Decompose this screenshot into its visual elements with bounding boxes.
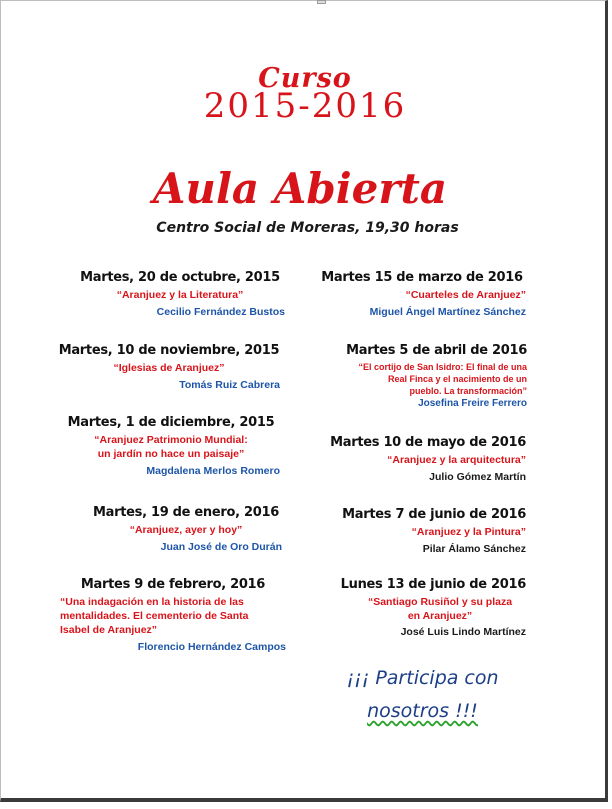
- topic-line: pueblo. La transformación”: [409, 386, 527, 396]
- session-topic: [75, 288, 285, 302]
- topic-line: “Cuarteles de Aranjuez”: [405, 289, 526, 301]
- program-title: Aula Abierta: [152, 164, 448, 213]
- session-entry-5: [60, 577, 286, 653]
- session-entry-8: [328, 435, 526, 483]
- session-topic: [336, 595, 526, 623]
- topic-line: “Una indagación en la historia de las: [60, 596, 244, 608]
- session-speaker: Juan José de Oro Durán: [160, 541, 282, 553]
- session-date: Martes, 1 de diciembre, 2015: [67, 415, 275, 430]
- topic-line: “Aranjuez y la Literatura”: [116, 289, 244, 301]
- session-speaker: Cecilio Fernández Bustos: [156, 306, 285, 318]
- session-topic: [328, 453, 526, 467]
- session-topic: [318, 288, 526, 302]
- session-topic: [90, 523, 282, 537]
- topic-line: “Aranjuez, ayer y hoy”: [129, 524, 243, 536]
- topic-line: “Iglesias de Aranjuez”: [113, 362, 225, 374]
- session-entry-9: [336, 507, 526, 555]
- session-topic: [336, 525, 526, 539]
- session-entry-10: [336, 577, 526, 638]
- session-speaker: José Luis Lindo Martínez: [400, 626, 526, 638]
- course-years: 2015-2016: [203, 86, 407, 126]
- session-date: Lunes 13 de junio de 2016: [340, 577, 526, 592]
- closing-message: [330, 662, 515, 728]
- closing-line-1: ¡¡¡ Participa con: [346, 667, 499, 689]
- course-label: Curso: [258, 63, 352, 94]
- session-topic: [322, 361, 527, 397]
- session-topic: [58, 361, 280, 375]
- session-entry-2: [58, 343, 280, 391]
- session-topic: [62, 433, 280, 461]
- session-entry-7: [322, 343, 527, 409]
- topic-line: “Aranjuez y la Pintura”: [411, 526, 526, 538]
- topic-line: “Aranjuez Patrimonio Mundial:: [94, 434, 248, 446]
- session-date: Martes 5 de abril de 2016: [346, 343, 527, 358]
- session-entry-6: [318, 270, 526, 318]
- session-date: Martes 10 de mayo de 2016: [330, 435, 526, 450]
- session-entry-4: [90, 505, 282, 553]
- session-entry-3: [62, 415, 280, 477]
- session-date: Martes 7 de junio de 2016: [342, 507, 526, 522]
- session-speaker: Florencio Hernández Campos: [137, 641, 286, 653]
- topic-line: “Aranjuez y la arquitectura”: [387, 454, 526, 466]
- session-speaker: Julio Gómez Martín: [429, 471, 526, 483]
- closing-line-2: nosotros !!!: [367, 700, 478, 722]
- session-topic: [60, 595, 286, 637]
- topic-line: “El cortijo de San Isidro: El final de una: [358, 362, 527, 372]
- session-date: Martes, 10 de noviembre, 2015: [58, 343, 280, 358]
- session-speaker: Magdalena Merlos Romero: [146, 465, 280, 477]
- session-entry-1: [75, 270, 285, 318]
- session-date: Martes, 20 de octubre, 2015: [80, 270, 280, 285]
- topic-line: en Aranjuez”: [407, 610, 473, 622]
- session-speaker: Josefina Freire Ferrero: [418, 398, 527, 409]
- topic-line: Isabel de Aranjuez”: [60, 624, 158, 636]
- session-date: Martes 15 de marzo de 2016: [321, 270, 523, 285]
- session-speaker: Miguel Ángel Martínez Sánchez: [369, 306, 526, 318]
- page-top-marker: [317, 0, 326, 4]
- location-time: Centro Social de Moreras, 19,30 horas: [156, 220, 459, 236]
- topic-line: un jardín no hace un paisaje”: [97, 448, 245, 460]
- session-speaker: Pilar Álamo Sánchez: [422, 543, 526, 555]
- session-date: Martes, 19 de enero, 2016: [93, 505, 279, 520]
- topic-line: mentalidades. El cementerio de Santa: [60, 610, 249, 622]
- session-speaker: Tomás Ruiz Cabrera: [179, 379, 280, 391]
- topic-line: Real Finca y el nacimiento de un: [387, 374, 527, 384]
- session-date: Martes 9 de febrero, 2016: [80, 577, 266, 592]
- topic-line: “Santiago Rusiñol y su plaza: [367, 596, 513, 608]
